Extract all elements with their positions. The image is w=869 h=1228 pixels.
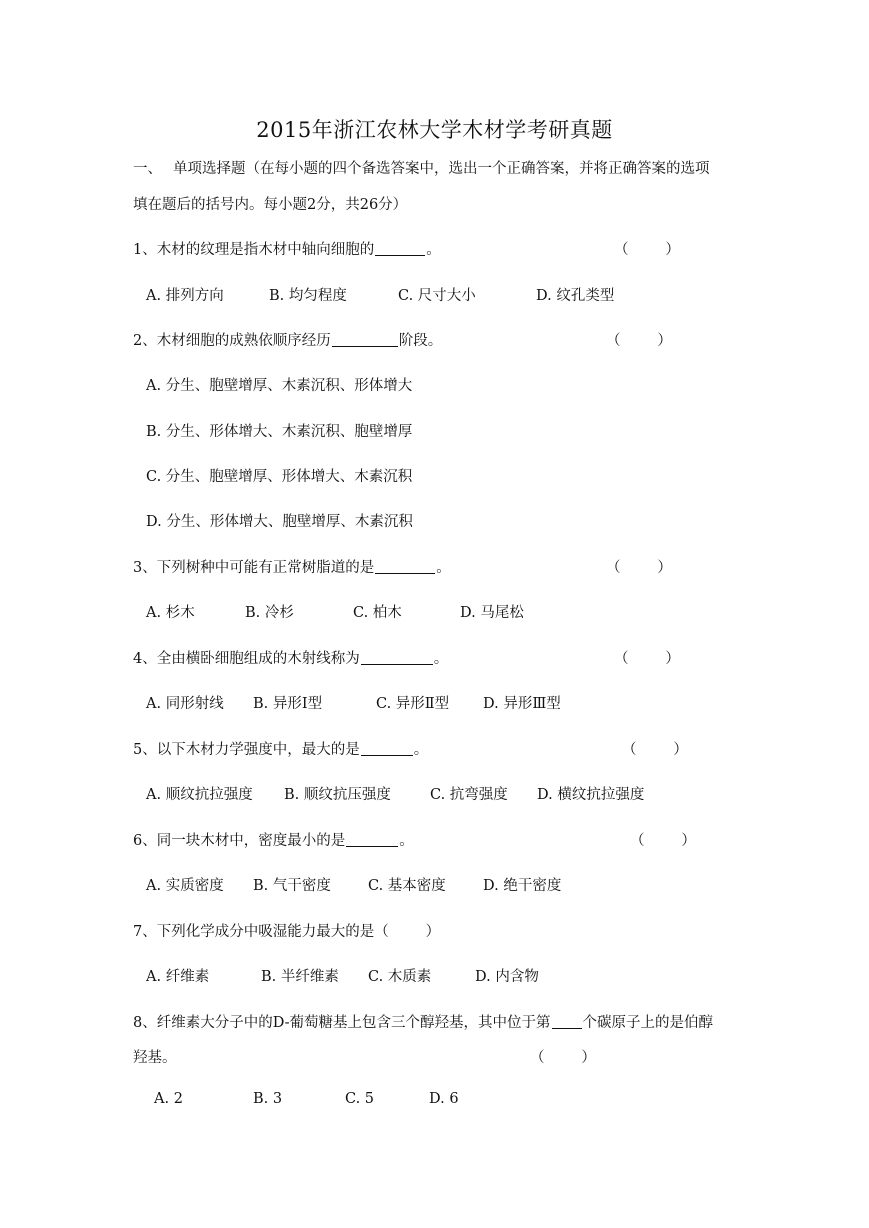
option-d: D. 异形Ⅲ型 [483, 696, 561, 712]
option-b: B. 均匀程度 [269, 288, 347, 304]
question-6-stem: 6、同一块木材中，密度最小的是 [133, 833, 346, 849]
option-c: C. 抗弯强度 [430, 787, 508, 803]
answer-blank [332, 332, 398, 347]
answer-blank [361, 650, 433, 665]
answer-parentheses: （ ） [614, 242, 680, 258]
question-1 [133, 238, 441, 259]
answer-parentheses: （ ） [614, 651, 680, 667]
question-1-stem: 1、木材的纹理是指木材中轴向细胞的 [133, 242, 375, 258]
option-b: B. 冷杉 [245, 605, 294, 621]
page-title: 2015年浙江农林大学木材学考研真题 [256, 118, 613, 142]
question-2-stem: 2、木材细胞的成熟依顺序经历 [133, 333, 331, 349]
question-7-stem: 7、下列化学成分中吸湿能力最大的是（ ） [133, 924, 441, 940]
answer-parentheses: （ ） [622, 742, 688, 758]
option-d: D. 横纹抗拉强度 [537, 787, 645, 803]
answer-blank [552, 1014, 582, 1029]
question-1-options [146, 284, 614, 305]
question-8-stem: 8、纤维素大分子中的D-葡萄糖基上包含三个醇羟基，其中位于第 [133, 1015, 551, 1031]
option-b: B. 半纤维素 [261, 969, 339, 985]
question-2-option-a: A. 分生、胞壁增厚、木素沉积、形体增大 [146, 378, 413, 394]
option-b: B. 异形Ⅰ型 [253, 696, 323, 712]
question-2-stem-end: 阶段。 [398, 333, 443, 349]
question-7-options [146, 965, 539, 986]
option-b: B. 气干密度 [253, 878, 331, 894]
question-2-option-c: C. 分生、胞壁增厚、形体增大、木素沉积 [146, 469, 413, 485]
option-b: B. 顺纹抗压强度 [284, 787, 391, 803]
answer-blank [361, 741, 413, 756]
question-8 [133, 1011, 713, 1032]
question-3 [133, 556, 451, 577]
section-heading [133, 157, 710, 178]
question-4-stem: 4、全由横卧细胞组成的木射线称为 [133, 651, 360, 667]
question-7 [133, 920, 440, 941]
option-c: C. 柏木 [353, 605, 402, 621]
option-d: D. 纹孔类型 [536, 288, 615, 304]
option-a: A. 2 [154, 1091, 183, 1107]
option-d: D. 绝干密度 [483, 878, 562, 894]
question-3-stem-end: 。 [436, 560, 451, 576]
option-d: D. 6 [429, 1091, 459, 1107]
answer-parentheses: （ ） [530, 1050, 596, 1066]
option-d: D. 内含物 [475, 969, 539, 985]
question-5-stem: 5、以下木材力学强度中，最大的是 [133, 742, 360, 758]
answer-parentheses: （ ） [606, 333, 672, 349]
answer-parentheses: （ ） [606, 560, 672, 576]
question-6-options [146, 874, 561, 895]
option-a: A. 实质密度 [146, 878, 224, 894]
question-8-line2: 羟基。 [133, 1050, 177, 1066]
option-b: B. 3 [253, 1091, 283, 1107]
section-instructions-line2: 填在题后的括号内。每小题2分，共26分） [133, 197, 408, 213]
option-a: A. 顺纹抗拉强度 [146, 787, 253, 803]
question-5-options [146, 783, 644, 804]
question-3-options [146, 601, 524, 622]
option-a: A. 纤维素 [146, 969, 210, 985]
question-6-stem-end: 。 [399, 833, 414, 849]
option-c: C. 木质素 [368, 969, 432, 985]
option-c: C. 基本密度 [368, 878, 446, 894]
section-instructions-line1: 单项选择题（在每小题的四个备选答案中，选出一个正确答案，并将正确答案的选项 [173, 161, 710, 177]
question-1-stem-end: 。 [426, 242, 441, 258]
answer-blank [375, 241, 425, 256]
question-4-options [146, 692, 561, 713]
option-c: C. 尺寸大小 [398, 288, 476, 304]
option-c: C. 异形Ⅱ型 [376, 696, 450, 712]
option-c: C. 5 [345, 1091, 375, 1107]
question-5 [133, 738, 428, 759]
question-8-options [154, 1091, 459, 1107]
option-a: A. 杉木 [146, 605, 195, 621]
option-d: D. 马尾松 [460, 605, 524, 621]
question-2 [133, 329, 442, 350]
question-8-stem-cont: 个碳原子上的是伯醇 [582, 1015, 714, 1031]
question-4 [133, 647, 448, 668]
question-3-stem: 3、下列树种中可能有正常树脂道的是 [133, 560, 375, 576]
question-4-stem-end: 。 [433, 651, 449, 667]
section-number: 一、 [133, 161, 162, 177]
question-2-option-b: B. 分生、形体增大、木素沉积、胞壁增厚 [146, 424, 413, 440]
question-5-stem-end: 。 [413, 742, 429, 758]
question-6 [133, 829, 414, 850]
answer-blank [375, 559, 435, 574]
question-2-option-d: D. 分生、形体增大、胞壁增厚、木素沉积 [146, 514, 413, 530]
answer-parentheses: （ ） [630, 833, 696, 849]
answer-blank [346, 832, 398, 847]
option-a: A. 同形射线 [146, 696, 224, 712]
option-a: A. 排列方向 [146, 288, 224, 304]
